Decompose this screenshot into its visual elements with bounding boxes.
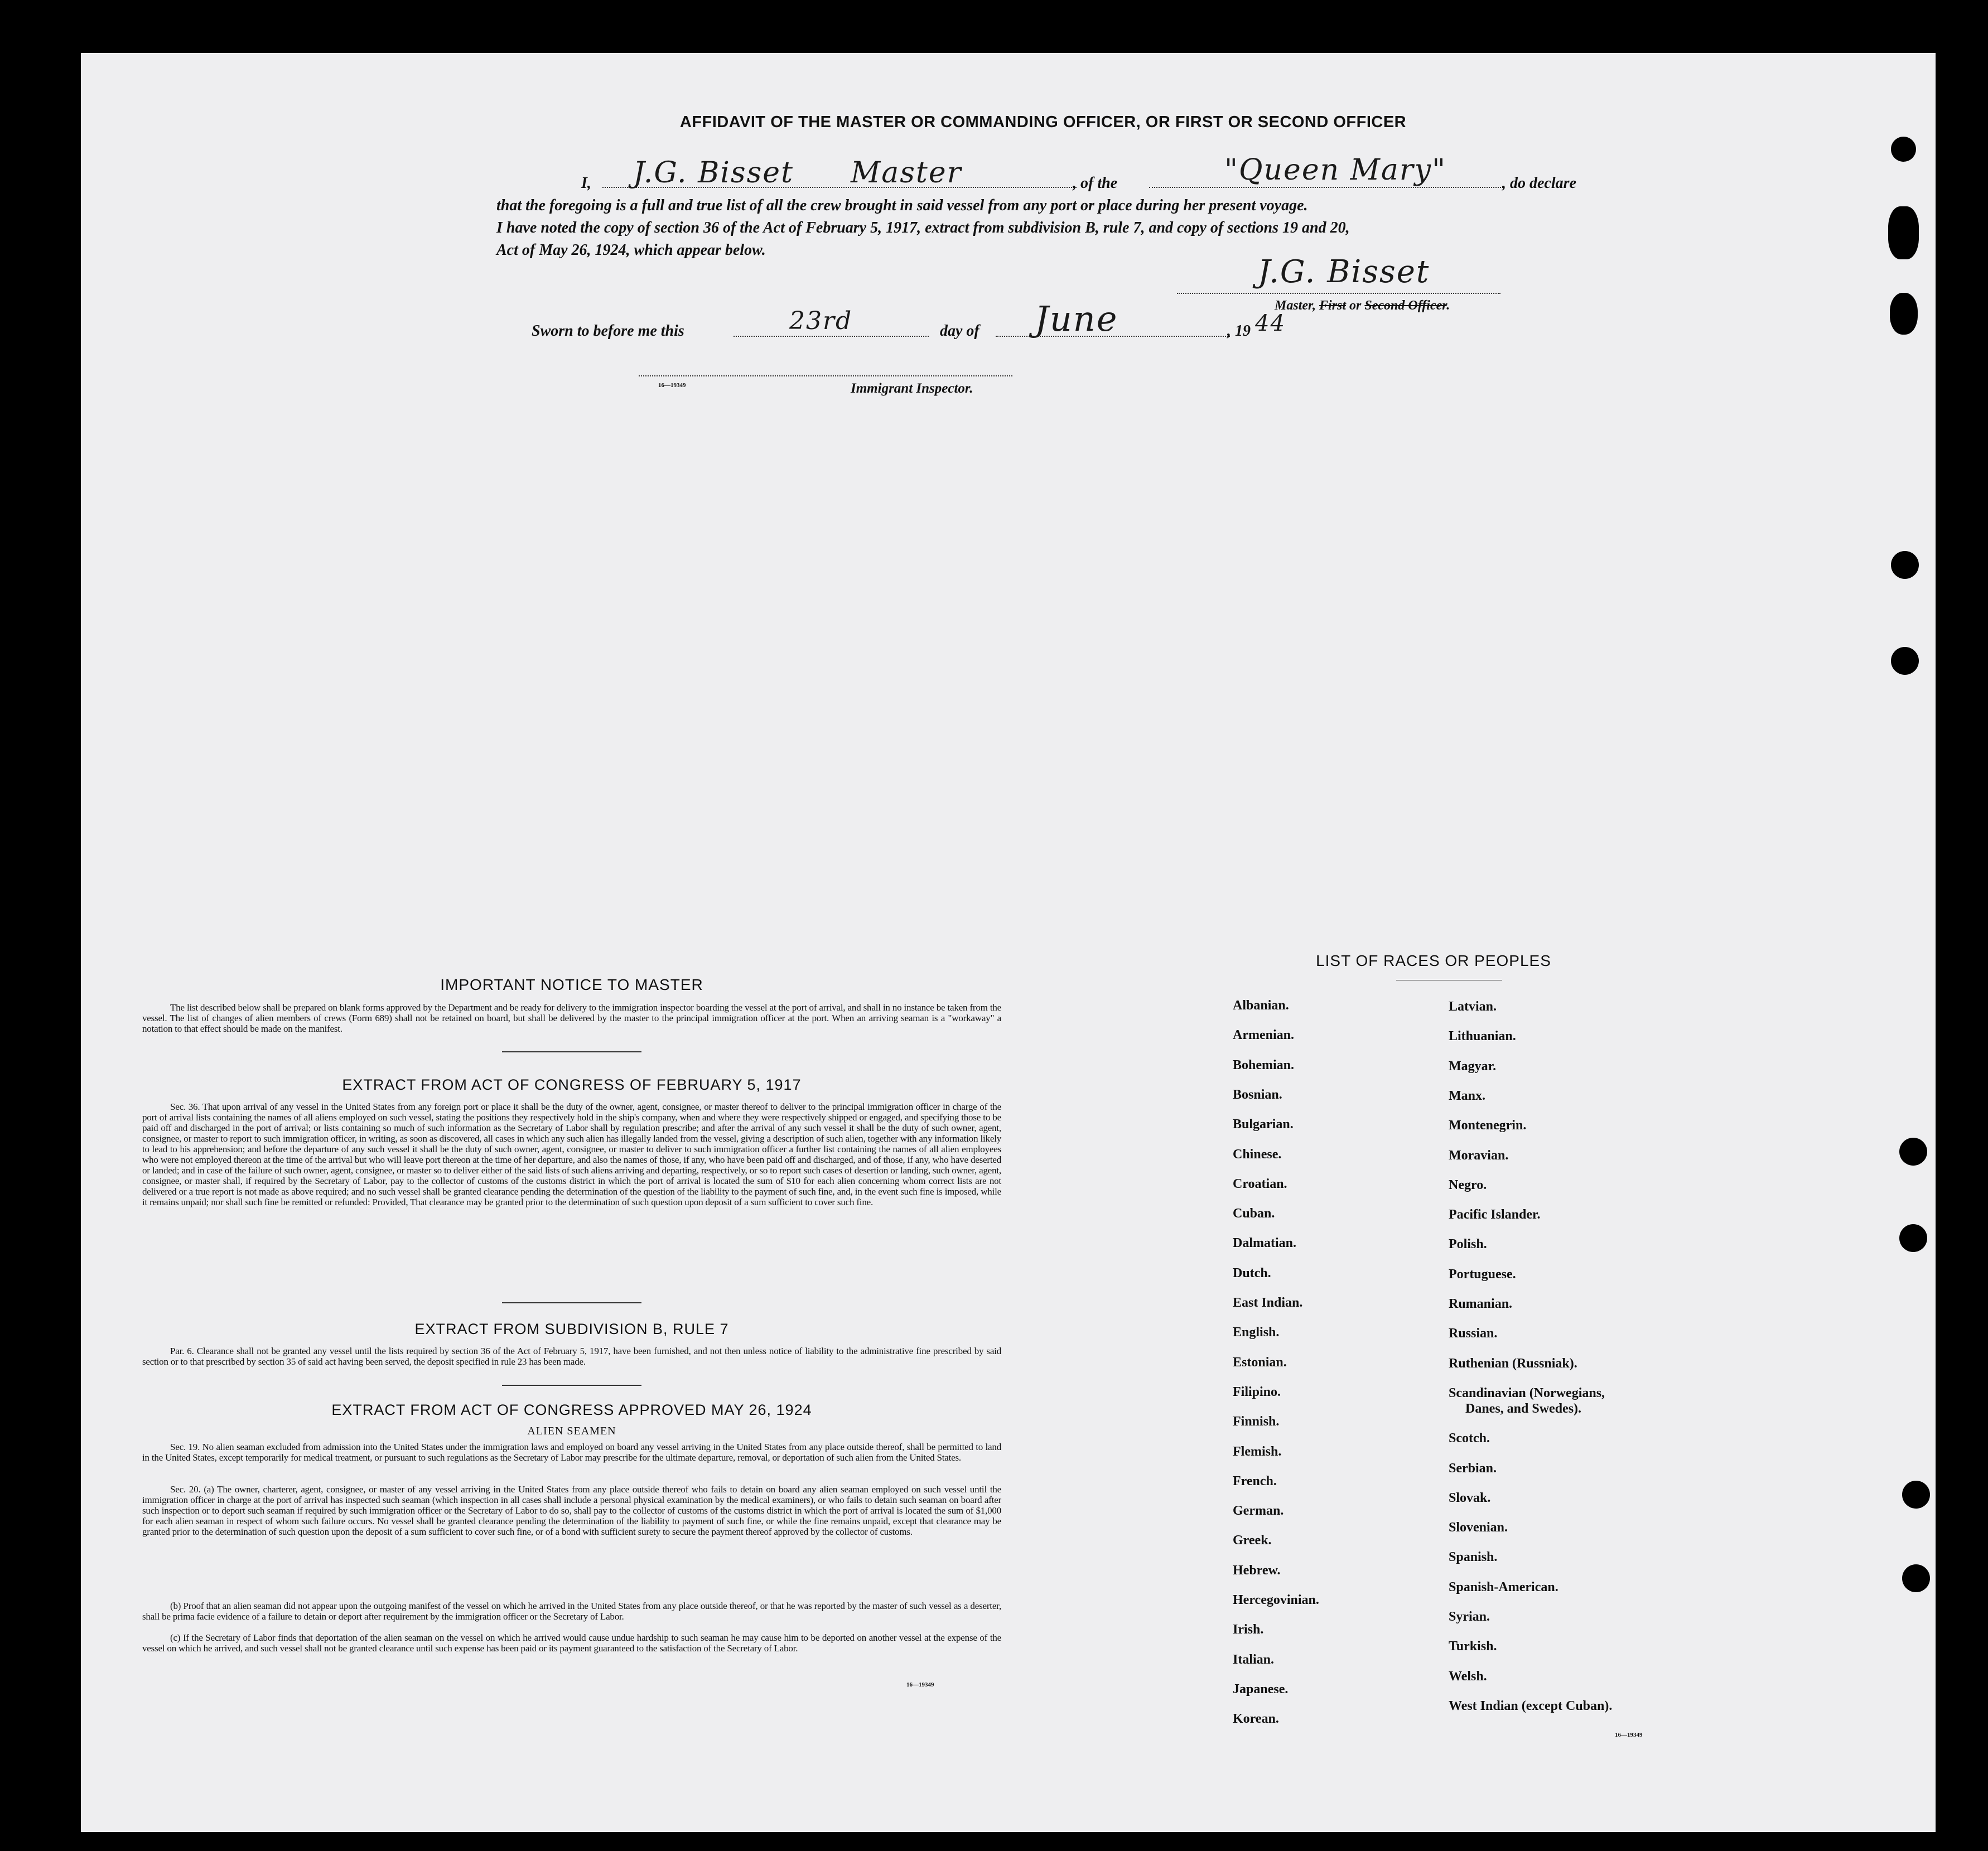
sec20a-text: Sec. 20. (a) The owner, charterer, agent, consignee, or master of any vessel arriving in the United States from any place outside thereof who fails to detain on board any alien seaman employed on such vessel until the immigration officer in charge at the port of arrival has inspected such seaman (which inspection in all cases shall include a personal physical examination by the medical examiners), or who fails to detain such seaman on board after such inspection or to deport such seaman if required by such immigration officer or the Secretary of Labor to do so, shall pay to the collector of customs of the customs district in which the port of arrival is located the sum of $1,000 for each alien seaman in respect of whom such failure occurs. No vessel shall be granted clearance pending the determination of the liability to payment of such fine, or while the fine remains unpaid, except that clearance may be granted prior to the determination of such question upon the deposit of a sum sufficient to cover such fine, or of a bond with sufficient surety to secure the payment thereof approved by the collector of customs. bbox=[142, 1484, 1001, 1537]
race-item: West Indian (except Cuban). bbox=[1449, 1698, 1613, 1713]
race-item: Latvian. bbox=[1449, 999, 1497, 1014]
day-of-label: day of bbox=[940, 322, 979, 340]
punch-hole bbox=[1891, 647, 1919, 675]
race-item: Korean. bbox=[1233, 1712, 1279, 1727]
race-item: Flemish. bbox=[1233, 1444, 1282, 1459]
year-prefix: , 19 bbox=[1227, 322, 1251, 340]
race-item: Bulgarian. bbox=[1233, 1117, 1294, 1132]
period: . bbox=[1446, 298, 1450, 313]
race-item: Syrian. bbox=[1449, 1610, 1490, 1624]
alien-seamen-subtitle: ALIEN SEAMEN bbox=[527, 1425, 616, 1437]
race-item: Turkish. bbox=[1449, 1639, 1497, 1654]
handwritten-month: June bbox=[1035, 298, 1118, 339]
sec20b-text: (b) Proof that an alien seaman did not appear upon the outgoing manifest of the vessel on which he arrived in the United States from any place outside thereof, or that he was reported by the master of such vessel as a deserter, shall be prima facie evidence of a failure to detain or deport after requirement by the immigration officer or the Secretary of Labor. bbox=[142, 1601, 1001, 1622]
handwritten-year: 44 bbox=[1255, 311, 1286, 336]
races-column-1 bbox=[1233, 998, 1434, 1751]
vessel-line bbox=[1149, 187, 1503, 188]
race-item: Welsh. bbox=[1449, 1669, 1487, 1684]
race-item: Scandinavian (Norwegians, bbox=[1449, 1385, 1605, 1400]
inspector-label: Immigrant Inspector. bbox=[851, 381, 973, 396]
sec19-text: Sec. 19. No alien seaman excluded from admission into the United States under the immigration laws and employed on board any vessel arriving in the United States from any place outside thereof, shall be permitted to land in the United States, except temporarily for medical treatment, or pursuant to such regulations as the Secretary of Labor may prescribe for the ultimate departure, removal, or deportation of such alien from the United States. bbox=[142, 1442, 1001, 1463]
form-number-right: 16—19349 bbox=[1615, 1732, 1643, 1738]
officer-title bbox=[1275, 298, 1450, 313]
handwritten-day: 23rd bbox=[789, 307, 853, 335]
race-item: Pacific Islander. bbox=[1449, 1207, 1541, 1222]
race-item: Bosnian. bbox=[1233, 1087, 1282, 1102]
signature-line bbox=[1177, 293, 1500, 294]
of-the-label: , of the bbox=[1073, 175, 1118, 192]
race-item: Italian. bbox=[1233, 1652, 1275, 1667]
race-item: Moravian. bbox=[1449, 1148, 1509, 1163]
punch-hole bbox=[1899, 1224, 1927, 1252]
race-item: Dutch. bbox=[1233, 1265, 1271, 1280]
divider-2 bbox=[502, 1302, 641, 1303]
race-item: Magyar. bbox=[1449, 1059, 1497, 1074]
day-line bbox=[734, 336, 929, 337]
race-item: Slovak. bbox=[1449, 1490, 1491, 1505]
form-number-left: 16—19349 bbox=[906, 1681, 934, 1688]
race-item: Cuban. bbox=[1233, 1206, 1275, 1221]
race-item: Portuguese. bbox=[1449, 1267, 1516, 1282]
race-item: English. bbox=[1233, 1325, 1280, 1340]
race-item: Hebrew. bbox=[1233, 1563, 1281, 1578]
race-item: Japanese. bbox=[1233, 1681, 1289, 1697]
form-number-top: 16—19349 bbox=[658, 382, 686, 389]
i-label: I, bbox=[581, 175, 591, 192]
do-declare-label: , do declare bbox=[1502, 175, 1576, 192]
race-item: Polish. bbox=[1449, 1237, 1487, 1252]
extract-1924-title: EXTRACT FROM ACT OF CONGRESS APPROVED MAY 26, 1924 bbox=[331, 1401, 812, 1418]
race-item: Chinese. bbox=[1233, 1147, 1282, 1162]
race-item: Rumanian. bbox=[1449, 1297, 1513, 1311]
race-item: Serbian. bbox=[1449, 1461, 1497, 1476]
inspector-line bbox=[639, 375, 1012, 376]
race-item: Spanish. bbox=[1449, 1550, 1498, 1565]
race-item: Danes, and Swedes). bbox=[1465, 1401, 1582, 1416]
punch-hole bbox=[1902, 1481, 1930, 1509]
race-item: Spanish-American. bbox=[1449, 1579, 1558, 1594]
punch-hole bbox=[1891, 137, 1916, 162]
declaration-line-4: Act of May 26, 1924, which appear below. bbox=[496, 241, 766, 259]
extract-rule7-text: Par. 6. Clearance shall not be granted any vessel until the lists required by section 36 of the Act of February 5, 1917, have been furnished, and not then unless notice of liability to the administrative fine prescribed by said section or to that prescribed by section 35 of said act having been served, the deposit specified in rule 23 has been made. bbox=[142, 1346, 1001, 1367]
race-item: Russian. bbox=[1449, 1326, 1498, 1341]
or-label: or bbox=[1349, 298, 1362, 313]
race-item: Estonian. bbox=[1233, 1355, 1287, 1370]
race-item: Armenian. bbox=[1233, 1028, 1294, 1043]
sworn-label: Sworn to before me this bbox=[532, 322, 684, 340]
punch-hole bbox=[1888, 206, 1919, 259]
race-item: German. bbox=[1233, 1504, 1284, 1519]
race-item: Finnish. bbox=[1233, 1414, 1280, 1429]
sec20c-text: (c) If the Secretary of Labor finds that deportation of the alien seaman on the vessel on which he arrived would cause undue hardship to such seaman he may cause him to be deported on another vessel at the expense of the vessel on which he arrived, and such vessel shall not be granted clearance until such expense has been paid or its payment guaranteed to the satisfaction of the Secretary of Labor. bbox=[142, 1632, 1001, 1654]
race-item: Montenegrin. bbox=[1449, 1118, 1527, 1133]
race-item: Ruthenian (Russniak). bbox=[1449, 1356, 1577, 1371]
races-title: LIST OF RACES OR PEOPLES bbox=[1316, 952, 1551, 969]
extract-1917-title: EXTRACT FROM ACT OF CONGRESS OF FEBRUARY 5, 1917 bbox=[342, 1076, 802, 1093]
divider-3 bbox=[502, 1385, 641, 1386]
race-item: Bohemian. bbox=[1233, 1057, 1295, 1072]
race-item: Croatian. bbox=[1233, 1176, 1287, 1191]
master-signature: J.G. Bisset bbox=[1258, 254, 1430, 290]
divider-1 bbox=[502, 1051, 641, 1052]
race-item: Greek. bbox=[1233, 1533, 1272, 1548]
extract-rule7-title: EXTRACT FROM SUBDIVISION B, RULE 7 bbox=[414, 1321, 729, 1337]
affidavit-title: AFFIDAVIT OF THE MASTER OR COMMANDING OFFICER, OR FIRST OR SECOND OFFICER bbox=[679, 113, 1407, 131]
race-item: Manx. bbox=[1449, 1088, 1485, 1103]
punch-hole bbox=[1891, 551, 1919, 579]
race-item: Dalmatian. bbox=[1233, 1236, 1296, 1251]
extract-1917-text: Sec. 36. That upon arrival of any vessel in the United States from any foreign port or place it shall be the duty of the owner, agent, consignee, or master thereof to deliver to the principal immigration officer in charge of the port of arrival lists containing the names of all aliens employed on such vessel, stating the positions they respectively hold in the ship's company, when and where they were respectively shipped or engaged, and specifying those to be paid off and discharged in the port of arrival; or lists containing so much of such information as the Secretary of Labor shall by regulation prescribe; and after the arrival of any such vessel it shall be the duty of such owner, agent, consignee, or master to report to such immigration officer, in writing, as soon as discovered, all cases in which any such alien has illegally landed from the vessel, giving a description of such alien, together with any information likely to lead to his apprehension; and before the departure of any such vessel it shall be the duty of such owner, agent, consignee, or master to deliver to such immigration officer a further list containing the names of all alien employees who were not employed thereon at the time of the arrival but who will leave port thereon at the time of her departure, and also the names of those, if any, who have been paid off and discharged, and of those, if any, who have deserted or landed; and in case of the failure of such owner, agent, consignee, or master so to deliver either of the said lists of such aliens arriving and departing, respectively, or so to report such cases of desertion or landing, such owner, agent, consignee, or master shall, if required by the Secretary of Labor, pay to the collector of customs of the customs district in which the port of arrival is located the sum of $10 for each alien concerning whom correct lists are not delivered or a true report is not made as above required; and no such vessel shall be granted clearance pending the determination of the question of the liability to the payment of such fine, and, in the event such fine is imposed, while it remains unpaid; nor shall such fine be remitted or refunded: Provided, That clearance may be granted prior to the determination of such question upon deposit of a sum sufficient to cover such fine. bbox=[142, 1101, 1001, 1207]
punch-hole bbox=[1890, 293, 1918, 335]
race-item: Scotch. bbox=[1449, 1431, 1490, 1446]
race-item: East Indian. bbox=[1233, 1296, 1303, 1310]
punch-hole bbox=[1902, 1564, 1930, 1592]
race-item: Filipino. bbox=[1233, 1384, 1281, 1399]
master-label: Master, bbox=[1275, 298, 1316, 313]
declaration-line-2: that the foregoing is a full and true list of all the crew brought in said vessel from any port or place during her present voyage. bbox=[496, 197, 1308, 214]
races-column-2 bbox=[1449, 999, 1761, 1752]
race-item: Hercegovinian. bbox=[1233, 1593, 1319, 1607]
notice-title: IMPORTANT NOTICE TO MASTER bbox=[440, 976, 703, 993]
race-item: Lithuanian. bbox=[1449, 1029, 1516, 1044]
race-item: Albanian. bbox=[1233, 998, 1289, 1013]
handwritten-rank: Master bbox=[851, 156, 962, 190]
first-label: First bbox=[1319, 298, 1347, 313]
second-officer-label: Second Officer bbox=[1364, 298, 1447, 313]
declaration-line-3: I have noted the copy of section 36 of the Act of February 5, 1917, extract from subdivision B, rule 7, and copy of sections 19 and 20, bbox=[496, 219, 1350, 236]
handwritten-vessel: "Queen Mary" bbox=[1224, 153, 1447, 187]
handwritten-name: J.G. Bisset bbox=[633, 156, 794, 190]
race-item: Slovenian. bbox=[1449, 1520, 1508, 1535]
punch-hole bbox=[1899, 1138, 1927, 1166]
document-page bbox=[81, 53, 1936, 1832]
notice-text: The list described below shall be prepared on blank forms approved by the Department and be ready for delivery to the immigration inspector boarding the vessel at the port of arrival, and shall in no instance be taken from the vessel. The list of changes of alien members of crews (Form 689) shall not be retained on board, but shall be delivered by the master to the principal immigration officer at the port. When an arriving seaman is a "workaway" a notation to that effect should be made on the manifest. bbox=[142, 1002, 1001, 1034]
race-item: French. bbox=[1233, 1473, 1277, 1488]
race-item: Negro. bbox=[1449, 1177, 1487, 1192]
race-item: Irish. bbox=[1233, 1622, 1264, 1637]
